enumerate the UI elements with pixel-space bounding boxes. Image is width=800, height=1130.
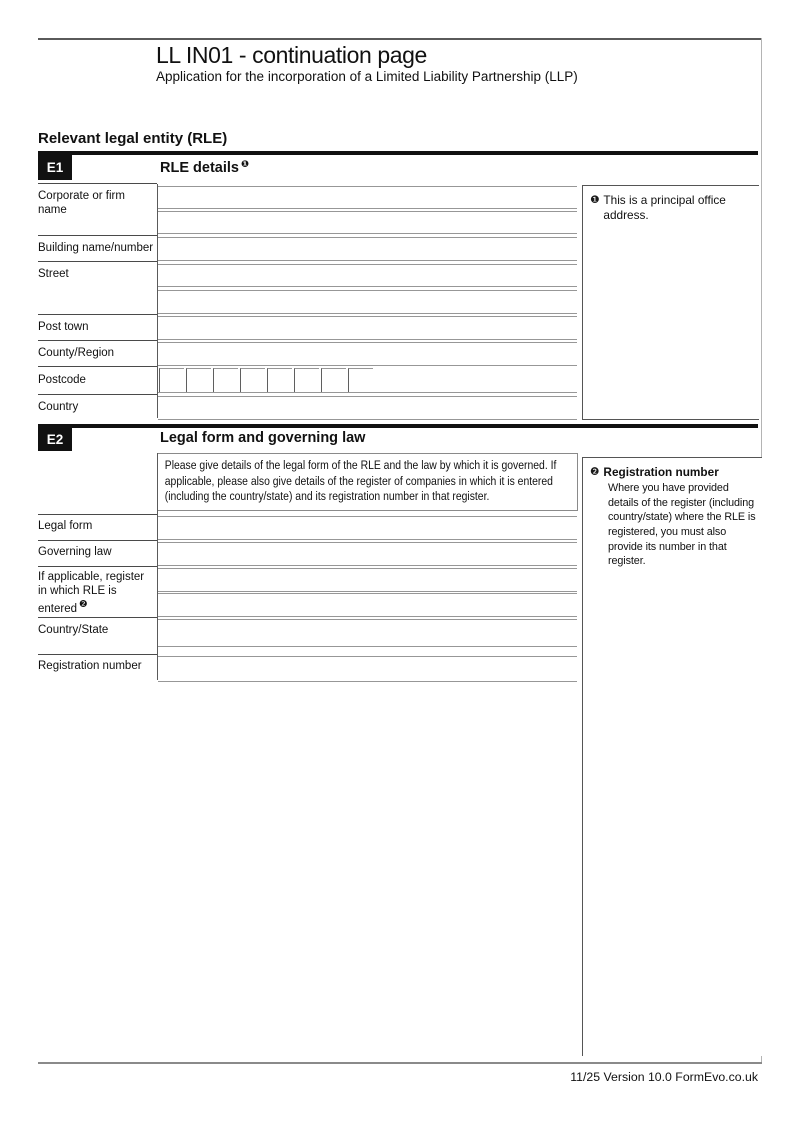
postcode-cell[interactable] — [348, 368, 373, 392]
label-separator — [38, 514, 157, 515]
label-postcode: Postcode — [38, 374, 86, 386]
footer-version-text: 11/25 Version 10.0 FormEvo.co.uk — [570, 1070, 758, 1084]
postcode-cell[interactable] — [186, 368, 211, 392]
input-legal-form[interactable] — [158, 516, 577, 540]
label-separator — [38, 183, 157, 184]
postcode-cell[interactable] — [213, 368, 238, 392]
input-register-line2[interactable] — [158, 593, 577, 617]
e1-heading-text: RLE details — [160, 160, 239, 176]
input-street-line2[interactable] — [158, 290, 577, 314]
label-county: County/Region — [38, 347, 115, 359]
label-building: Building name/number — [38, 242, 154, 254]
label-separator — [38, 366, 157, 367]
input-register-line1[interactable] — [158, 568, 577, 592]
section-e1-tab: E1 — [38, 155, 72, 180]
e2-heading: Legal form and governing law — [160, 430, 366, 446]
note-principal-office — [582, 185, 759, 420]
e2-instruction-text: Please give details of the legal form of the RLE and the law by which it is governed. If applicable, please also give details of the register of companies in which it is entered (including the country/state) and its registration number in that register. — [164, 458, 557, 504]
top-rule — [38, 38, 762, 40]
label-governing-law: Governing law — [38, 546, 112, 558]
label-separator — [38, 654, 157, 655]
label-separator — [38, 340, 157, 341]
postcode-cell[interactable] — [294, 368, 319, 392]
input-corporate-name-line1[interactable] — [158, 186, 577, 209]
section-e2-tab: E2 — [38, 428, 72, 451]
e1-heading — [160, 159, 249, 176]
input-post-town[interactable] — [158, 316, 577, 340]
postcode-row-underline — [158, 392, 577, 393]
label-separator — [38, 314, 157, 315]
input-corporate-name-line2[interactable] — [158, 211, 577, 234]
label-registration-number: Registration number — [38, 660, 142, 672]
input-governing-law[interactable] — [158, 542, 577, 566]
note2-ref-icon: ❷ — [79, 598, 88, 610]
postcode-cell[interactable] — [159, 368, 184, 392]
form-subtitle: Application for the incorporation of a Limited Liability Partnership (LLP) — [156, 69, 578, 84]
input-country[interactable] — [158, 396, 577, 420]
note1-marker-icon: ❶ — [590, 194, 600, 206]
section-e1-divider-bar — [38, 151, 758, 155]
label-separator — [38, 566, 157, 567]
postcode-boxes — [159, 368, 373, 392]
label-corporate-name: Corporate or firm name — [38, 190, 125, 217]
note2-text: Where you have provided details of the register (including country/state) where the RLE is registered, you must also provide its number in that register. — [608, 482, 756, 568]
input-county[interactable] — [158, 342, 577, 366]
note-registration-number — [582, 457, 762, 1056]
label-separator — [38, 235, 157, 236]
postcode-cell[interactable] — [267, 368, 292, 392]
label-country: Country — [38, 401, 79, 413]
label-separator — [38, 617, 157, 618]
section-e2-divider-bar — [38, 424, 758, 428]
note2-marker-icon: ❷ — [590, 466, 600, 478]
input-street-line1[interactable] — [158, 264, 577, 287]
label-separator — [38, 394, 157, 395]
bottom-rule — [38, 1062, 762, 1064]
input-building[interactable] — [158, 237, 577, 261]
label-street: Street — [38, 268, 69, 280]
note1-text: This is a principal office address. — [603, 193, 726, 223]
label-separator — [38, 261, 157, 262]
label-separator — [38, 540, 157, 541]
input-registration-number[interactable] — [158, 656, 577, 682]
label-register-text: If applicable, register in which RLE is entered — [38, 571, 145, 615]
label-register — [38, 570, 155, 616]
label-post-town: Post town — [38, 321, 89, 333]
postcode-cell[interactable] — [240, 368, 265, 392]
postcode-cell[interactable] — [321, 368, 346, 392]
form-title: LL IN01 - continuation page — [156, 42, 427, 68]
section-heading-rle: Relevant legal entity (RLE) — [38, 130, 228, 147]
label-country-state: Country/State — [38, 624, 109, 636]
label-legal-form: Legal form — [38, 520, 93, 532]
e2-instruction-box — [158, 453, 578, 511]
input-country-state[interactable] — [158, 619, 577, 647]
note1-ref-icon: ❶ — [240, 159, 250, 170]
note2-heading: Registration number — [603, 465, 719, 479]
